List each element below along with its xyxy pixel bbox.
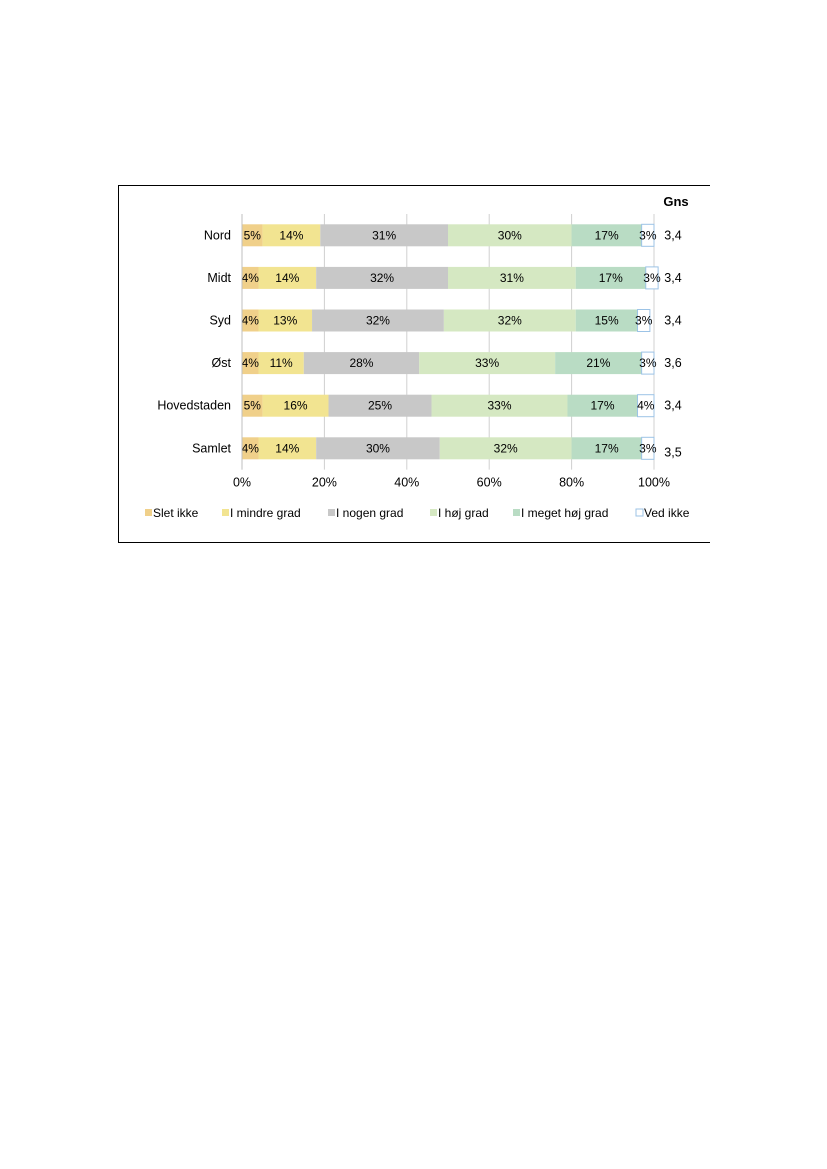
data-label-syd-3: 32%	[497, 313, 522, 328]
gns-value-syd: 3,4	[664, 313, 682, 328]
x-tick-80pct: 80%	[559, 475, 585, 490]
data-label-hovedstaden-1: 16%	[283, 398, 308, 413]
legend-label-slet-ikke: Slet ikke	[153, 506, 199, 520]
legend-label-i-nogen-grad: I nogen grad	[336, 506, 404, 520]
legend-label-i-meget-høj-grad: I meget høj grad	[521, 506, 609, 520]
legend-label-i-mindre-grad: I mindre grad	[230, 506, 301, 520]
data-label-hovedstaden-2: 25%	[368, 398, 393, 413]
legend-swatch-ved-ikke	[636, 509, 643, 516]
data-label-nord-4: 17%	[594, 228, 619, 243]
x-tick-0pct: 0%	[232, 475, 252, 490]
data-label-hovedstaden-3: 33%	[487, 398, 512, 413]
gns-value-midt: 3,4	[664, 270, 682, 285]
data-label-samlet-1: 14%	[275, 441, 300, 456]
data-label-midt-5: 3%	[643, 270, 661, 285]
x-tick-40pct: 40%	[394, 475, 420, 490]
data-label-samlet-2: 30%	[365, 441, 390, 456]
data-label-hovedstaden-5: 4%	[637, 398, 655, 413]
category-label-samlet: Samlet	[192, 441, 231, 456]
data-label-nord-3: 30%	[497, 228, 522, 243]
data-label-syd-5: 3%	[635, 313, 653, 328]
data-label-øst-2: 28%	[349, 356, 374, 371]
x-tick-60pct: 60%	[476, 475, 502, 490]
legend-swatch-i-mindre-grad	[222, 509, 229, 516]
data-label-samlet-3: 32%	[493, 441, 518, 456]
chart-frame	[118, 185, 710, 543]
data-label-nord-1: 14%	[279, 228, 304, 243]
legend-swatch-i-nogen-grad	[328, 509, 335, 516]
data-label-øst-4: 21%	[586, 356, 611, 371]
data-label-øst-5: 3%	[639, 356, 657, 371]
data-label-hovedstaden-4: 17%	[590, 398, 615, 413]
data-label-syd-1: 13%	[273, 313, 298, 328]
data-label-samlet-4: 17%	[594, 441, 619, 456]
gns-value-hovedstaden: 3,4	[664, 398, 682, 413]
data-label-samlet-5: 3%	[639, 441, 657, 456]
x-tick-20pct: 20%	[311, 475, 337, 490]
data-label-hovedstaden-0: 5%	[243, 398, 261, 413]
stacked-bar-chart	[119, 186, 711, 544]
category-label-nord: Nord	[203, 228, 231, 243]
data-label-midt-1: 14%	[275, 270, 300, 285]
category-label-syd: Syd	[209, 313, 231, 328]
gns-value-nord: 3,4	[664, 228, 682, 243]
data-label-midt-3: 31%	[499, 270, 524, 285]
gns-header: Gns	[663, 194, 689, 209]
gns-value-samlet: 3,5	[664, 445, 682, 460]
data-label-midt-0: 4%	[241, 270, 259, 285]
legend-swatch-slet-ikke	[145, 509, 152, 516]
legend-swatch-i-meget-høj-grad	[513, 509, 520, 516]
data-label-nord-0: 5%	[243, 228, 261, 243]
data-label-syd-2: 32%	[365, 313, 390, 328]
data-label-nord-2: 31%	[372, 228, 397, 243]
category-label-midt: Midt	[207, 270, 231, 285]
data-label-øst-1: 11%	[269, 356, 293, 371]
data-label-syd-0: 4%	[241, 313, 259, 328]
category-label-hovedstaden: Hovedstaden	[157, 398, 231, 413]
legend-label-i-høj-grad: I høj grad	[438, 506, 489, 520]
data-label-samlet-0: 4%	[241, 441, 259, 456]
data-label-syd-4: 15%	[594, 313, 619, 328]
data-label-midt-2: 32%	[370, 270, 395, 285]
data-label-nord-5: 3%	[639, 228, 657, 243]
category-label-øst: Øst	[211, 356, 231, 371]
data-label-øst-3: 33%	[475, 356, 500, 371]
data-label-øst-0: 4%	[241, 356, 259, 371]
legend-swatch-i-høj-grad	[430, 509, 437, 516]
x-tick-100pct: 100%	[638, 475, 670, 490]
data-label-midt-4: 17%	[598, 270, 623, 285]
gns-value-øst: 3,6	[664, 356, 682, 371]
legend-label-ved-ikke: Ved ikke	[644, 506, 690, 520]
